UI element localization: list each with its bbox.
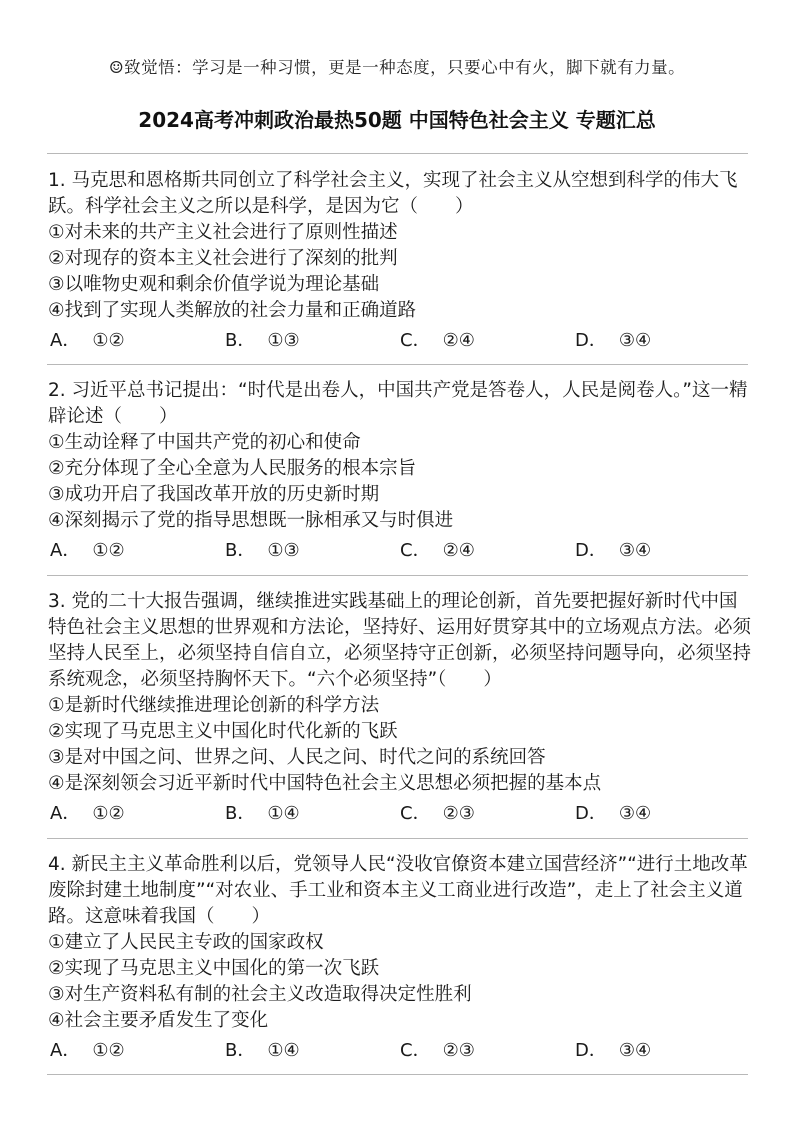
question-1 bbox=[48, 168, 754, 356]
question-stem: 1. 马克思和恩格斯共同创立了科学社会主义，实现了社会主义从空想到科学的伟大飞跃。科学社会主义之所以是科学，是因为它（ ） bbox=[48, 170, 738, 217]
document-title: 2024高考冲刺政治最热50题 中国特色社会主义 专题汇总 bbox=[138, 108, 656, 132]
statement-3: ③以唯物史观和剩余价值学说为理论基础 bbox=[48, 274, 380, 295]
choice-a[interactable]: A． ①② bbox=[50, 540, 125, 561]
statement-4: ④找到了实现人类解放的社会力量和正确道路 bbox=[48, 300, 417, 321]
choice-b[interactable]: B． ①④ bbox=[225, 1040, 300, 1061]
answer-choices bbox=[48, 1036, 754, 1066]
choice-a[interactable]: A． ①② bbox=[50, 803, 125, 824]
statement-1: ①建立了人民民主专政的国家政权 bbox=[48, 932, 324, 953]
statement-3: ③成功开启了我国改革开放的历史新时期 bbox=[48, 484, 380, 505]
choice-a[interactable]: A． ①② bbox=[50, 330, 125, 351]
choice-d[interactable]: D． ③④ bbox=[575, 330, 652, 351]
statement-2: ②实现了马克思主义中国化时代化新的飞跃 bbox=[48, 721, 398, 742]
question-stem: 4. 新民主主义革命胜利以后，党领导人民“没收官僚资本建立国营经济”“进行土地改革废除封建土地制度”“对农业、手工业和资本主义工商业进行改造”，走上了社会主义道路。这意味着我国（ ） bbox=[48, 854, 748, 927]
statement-3: ③是对中国之问、世界之问、人民之问、时代之问的系统回答 bbox=[48, 747, 546, 768]
statement-2: ②对现存的资本主义社会进行了深刻的批判 bbox=[48, 248, 398, 269]
choice-b[interactable]: B． ①③ bbox=[225, 330, 300, 351]
choice-c[interactable]: C． ②③ bbox=[400, 1040, 475, 1061]
choice-c[interactable]: C． ②④ bbox=[400, 330, 475, 351]
answer-choices bbox=[48, 799, 754, 829]
choice-c[interactable]: C． ②④ bbox=[400, 540, 475, 561]
statement-1: ①是新时代继续推进理论创新的科学方法 bbox=[48, 695, 380, 716]
question-stem: 2. 习近平总书记提出：“时代是出卷人，中国共产党是答卷人，人民是阅卷人。”这一精辟论述（ ） bbox=[48, 380, 748, 427]
choice-d[interactable]: D． ③④ bbox=[575, 1040, 652, 1061]
choice-b[interactable]: B． ①③ bbox=[225, 540, 300, 561]
choice-b[interactable]: B． ①④ bbox=[225, 803, 300, 824]
statement-4: ④深刻揭示了党的指导思想既一脉相承又与时俱进 bbox=[48, 510, 454, 531]
choice-a[interactable]: A． ①② bbox=[50, 1040, 125, 1061]
statement-4: ④是深刻领会习近平新时代中国特色社会主义思想必须把握的基本点 bbox=[48, 773, 602, 794]
divider bbox=[47, 153, 748, 154]
divider bbox=[47, 575, 748, 576]
answer-choices bbox=[48, 536, 754, 566]
answer-choices bbox=[48, 326, 754, 356]
divider bbox=[47, 364, 748, 365]
question-2 bbox=[48, 378, 754, 566]
choice-d[interactable]: D． ③④ bbox=[575, 803, 652, 824]
statement-3: ③对生产资料私有制的社会主义改造取得决定性胜利 bbox=[48, 984, 472, 1005]
statement-4: ④社会主要矛盾发生了变化 bbox=[48, 1010, 269, 1031]
choice-d[interactable]: D． ③④ bbox=[575, 540, 652, 561]
choice-c[interactable]: C． ②③ bbox=[400, 803, 475, 824]
statement-1: ①对未来的共产主义社会进行了原则性描述 bbox=[48, 222, 398, 243]
divider bbox=[47, 1074, 748, 1075]
question-stem: 3. 党的二十大报告强调，继续推进实践基础上的理论创新，首先要把握好新时代中国特色社会主义思想的世界观和方法论，坚持好、运用好贯穿其中的立场观点方法。必须坚持人民至上，必须坚持自信自立，必须坚持守正创新，必须坚持问题导向，必须坚持系统观念，必须坚持胸怀天下。“六个必须坚持”（ ） bbox=[48, 591, 752, 690]
motto-line: ☺致觉悟：学习是一种习惯，更是一种态度，只要心中有火，脚下就有力量。 bbox=[108, 58, 686, 77]
statement-2: ②实现了马克思主义中国化的第一次飞跃 bbox=[48, 958, 380, 979]
question-4 bbox=[48, 852, 754, 1066]
divider bbox=[47, 838, 748, 839]
statement-2: ②充分体现了全心全意为人民服务的根本宗旨 bbox=[48, 458, 417, 479]
question-3 bbox=[48, 589, 754, 829]
statement-1: ①生动诠释了中国共产党的初心和使命 bbox=[48, 432, 361, 453]
